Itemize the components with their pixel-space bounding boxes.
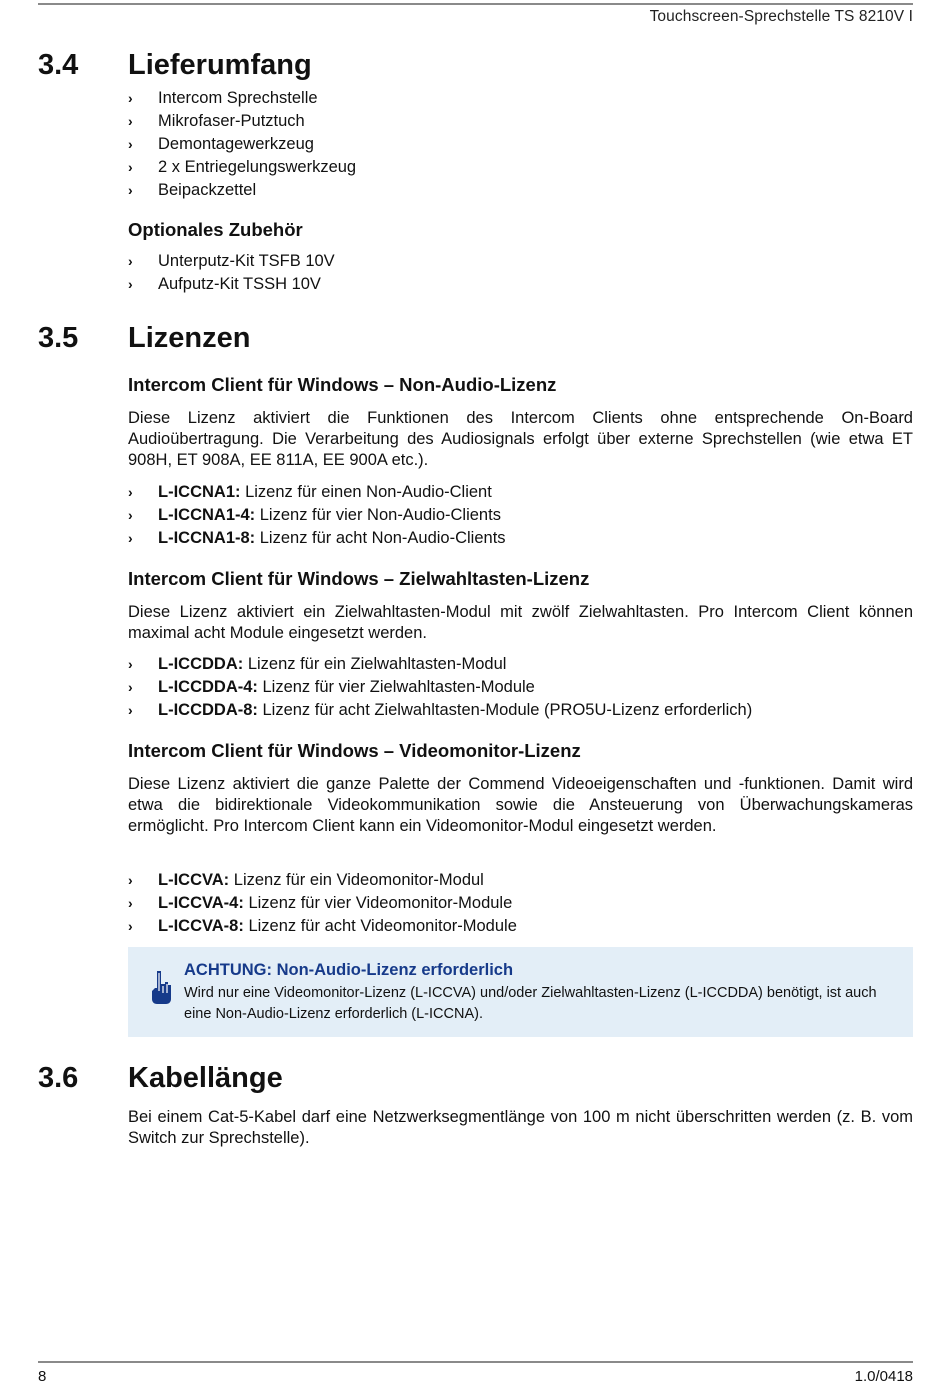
- list-item: › Demontagewerkzeug: [128, 133, 356, 156]
- document-version: 1.0/0418: [854, 1368, 913, 1385]
- list-item: › 2 x Entriegelungswerkzeug: [128, 156, 356, 179]
- zielwahl-heading: Intercom Client für Windows – Zielwahltasten-Lizenz: [128, 568, 590, 589]
- notice-title: ACHTUNG: Non-Audio-Lizenz erforderlich: [184, 961, 514, 979]
- running-header: Touchscreen-Sprechstelle TS 8210V I: [649, 8, 913, 25]
- list-item: › L-ICCVA-8: Lizenz für acht Videomonitor-Module: [128, 915, 517, 938]
- list-item: › Mikrofaser-Putztuch: [128, 110, 356, 133]
- header-rule: [38, 3, 913, 5]
- zielwahl-license-list: [128, 653, 752, 722]
- nonaudio-heading: Intercom Client für Windows – Non-Audio-Lizenz: [128, 374, 557, 395]
- section-number-3-6: 3.6: [38, 1062, 79, 1094]
- zielwahl-paragraph: Diese Lizenz aktiviert ein Zielwahltasten-Modul mit zwölf Zielwahltasten. Pro Intercom Client können maximal acht Module eingesetzt werden.: [128, 603, 913, 642]
- chevron-right-icon: ›: [128, 113, 133, 129]
- chevron-right-icon: ›: [128, 895, 133, 911]
- list-item: › Aufputz-Kit TSSH 10V: [128, 273, 335, 296]
- list-item: › L-ICCVA: Lizenz für ein Videomonitor-Modul: [128, 869, 517, 892]
- chevron-right-icon: ›: [128, 656, 133, 672]
- chevron-right-icon: ›: [128, 253, 133, 269]
- chevron-right-icon: ›: [128, 872, 133, 888]
- list-item: › Beipackzettel: [128, 179, 356, 202]
- section-title-lizenzen: Lizenzen: [128, 322, 251, 354]
- list-item: › L-ICCDDA: Lizenz für ein Zielwahltasten-Modul: [128, 653, 752, 676]
- kabellaenge-paragraph: Bei einem Cat-5-Kabel darf eine Netzwerksegmentlänge von 100 m nicht überschritten werden (z. B. vom Switch zur Sprechstelle).: [128, 1108, 913, 1147]
- page-number: 8: [38, 1368, 47, 1385]
- chevron-right-icon: ›: [128, 530, 133, 546]
- list-item: › L-ICCNA1: Lizenz für einen Non-Audio-Client: [128, 481, 506, 504]
- section-title-lieferumfang: Lieferumfang: [128, 49, 312, 81]
- list-item: › L-ICCNA1-4: Lizenz für vier Non-Audio-Clients: [128, 504, 506, 527]
- notice-text: Wird nur eine Videomonitor-Lizenz (L-ICCVA) und/oder Zielwahltasten-Lizenz (L-ICCDDA) benötigt, ist auch eine Non-Audio-Lizenz erforderlich (L-ICCNA).: [184, 985, 877, 1022]
- chevron-right-icon: ›: [128, 918, 133, 934]
- list-item: › L-ICCDDA-4: Lizenz für vier Zielwahltasten-Module: [128, 676, 752, 699]
- pointing-hand-icon: [148, 969, 174, 1005]
- list-item: › L-ICCVA-4: Lizenz für vier Videomonitor-Module: [128, 892, 517, 915]
- footer-rule: [38, 1361, 913, 1363]
- chevron-right-icon: ›: [128, 136, 133, 152]
- section-number-3-5: 3.5: [38, 322, 79, 354]
- video-paragraph: Diese Lizenz aktiviert die ganze Palette der Commend Videoeigenschaften und -funktionen. Damit wird etwa die bidirektionale Videokommunikation sowie die Ansteuerung von Überwachungskameras ermöglicht. Pro Intercom Client kann ein Videomonitor-Modul eingesetzt werden.: [128, 775, 913, 835]
- chevron-right-icon: ›: [128, 276, 133, 292]
- chevron-right-icon: ›: [128, 679, 133, 695]
- video-heading: Intercom Client für Windows – Videomonitor-Lizenz: [128, 740, 581, 761]
- nonaudio-paragraph: Diese Lizenz aktiviert die Funktionen des Intercom Clients ohne entsprechende On-Board Audioübertragung. Die Verarbeitung des Audiosignals erfolgt über externe Sprechstellen (wie etwa ET 908H, ET 908A, EE 811A, EE 900A etc.).: [128, 409, 913, 469]
- list-item: › Intercom Sprechstelle: [128, 87, 356, 110]
- chevron-right-icon: ›: [128, 90, 133, 106]
- list-item: › L-ICCDDA-8: Lizenz für acht Zielwahltasten-Module (PRO5U-Lizenz erforderlich): [128, 699, 752, 722]
- notice-box: [128, 947, 913, 1037]
- optional-accessories-heading: Optionales Zubehör: [128, 219, 303, 240]
- chevron-right-icon: ›: [128, 484, 133, 500]
- chevron-right-icon: ›: [128, 507, 133, 523]
- chevron-right-icon: ›: [128, 702, 133, 718]
- chevron-right-icon: ›: [128, 159, 133, 175]
- video-license-list: [128, 869, 517, 938]
- optional-accessories-list: [128, 250, 335, 296]
- section-title-kabellaenge: Kabellänge: [128, 1062, 283, 1094]
- nonaudio-license-list: [128, 481, 506, 550]
- delivery-list: [128, 87, 356, 202]
- list-item: › L-ICCNA1-8: Lizenz für acht Non-Audio-Clients: [128, 527, 506, 550]
- list-item: › Unterputz-Kit TSFB 10V: [128, 250, 335, 273]
- chevron-right-icon: ›: [128, 182, 133, 198]
- section-number-3-4: 3.4: [38, 49, 79, 81]
